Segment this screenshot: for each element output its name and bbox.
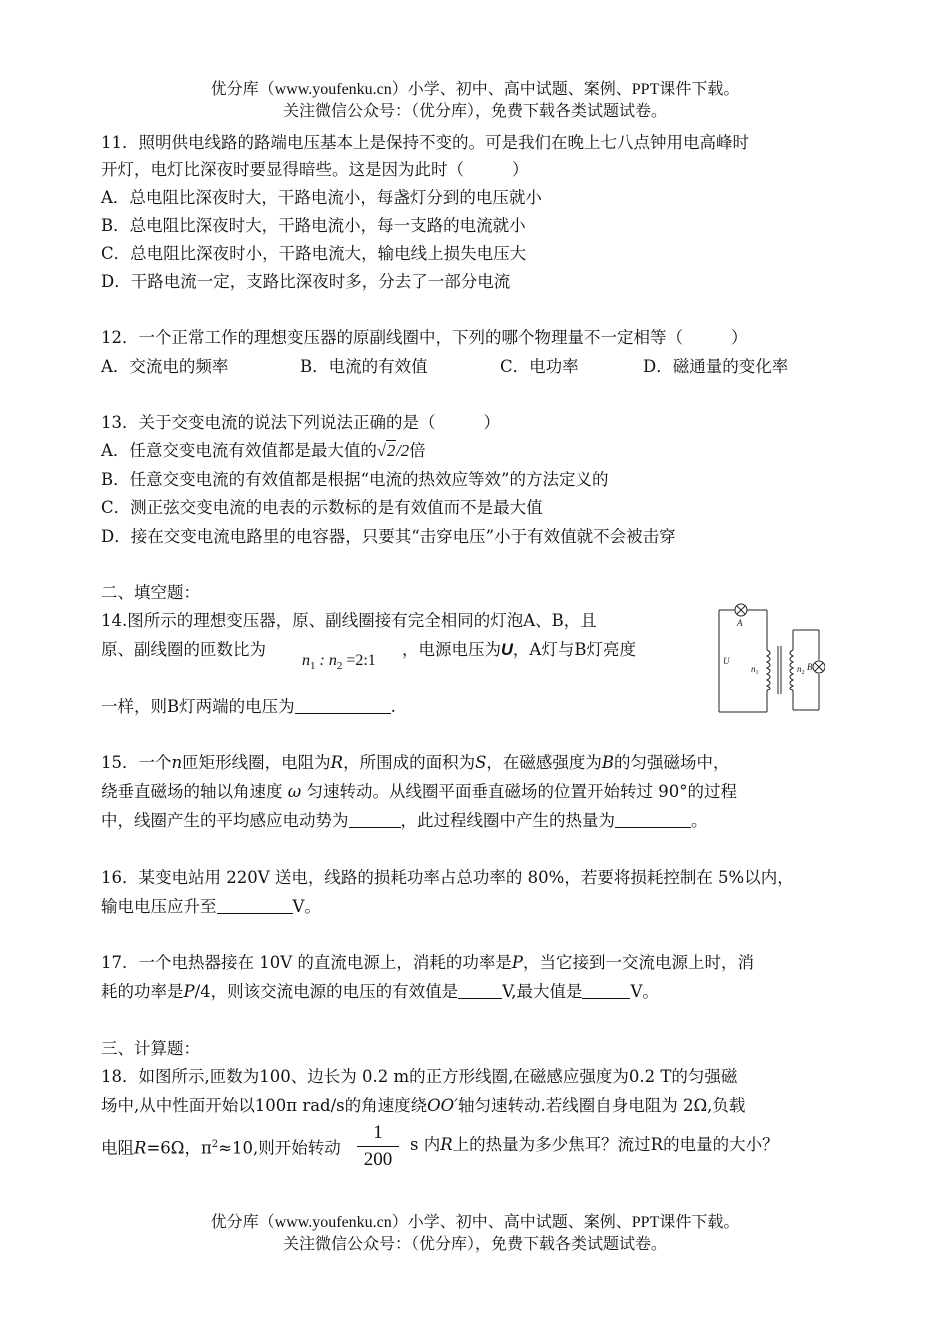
q18-stem-line-3-b: s 内R上的热量为多少焦耳？流过R的电量的大小？ bbox=[410, 1135, 779, 1154]
q18-stem-line-1: 18．如图所示,匝数为100、边长为 0.2 m的正方形线圈,在磁感应强度为0.2 T的匀强磁 bbox=[101, 1067, 738, 1086]
q13-option-c[interactable]: C．测正弦交变电流的电表的示数标的是有效值而不是最大值 bbox=[101, 498, 543, 517]
q12-option-b[interactable]: B．电流的有效值 bbox=[300, 357, 428, 376]
q16-stem-line-2: 输电电压应升至 V。 bbox=[101, 897, 321, 916]
q11-option-c[interactable]: C．总电阻比深夜时小，干路电流大，输电线上损失电压大 bbox=[101, 244, 527, 263]
q18-stem-line-3-a: 电阻R=6Ω，$\pi^2\approx 10$,则开始转动 bbox=[101, 1138, 341, 1158]
footer-line-2: 关注微信公众号：（优分库），免费下载各类试题试卷。 bbox=[282, 1236, 667, 1253]
q13-option-d[interactable]: D．接在交变电流电路里的电容器，只要其“击穿电压”小于有效值就不会被击穿 bbox=[101, 527, 676, 546]
q18-stem-line-2: 场中,从中性面开始以100π rad/s的角速度绕OO′轴匀速转动.若线圈自身电阻为 2Ω,负载 bbox=[101, 1096, 746, 1115]
turns-ratio-formula: $n_1$ : $n_2$ =2:1 bbox=[302, 652, 376, 673]
q17-peak-blank[interactable] bbox=[582, 982, 630, 999]
section-calculation-title: 三、计算题： bbox=[101, 1039, 200, 1058]
transformer-circuit-figure bbox=[705, 602, 825, 717]
q13-option-b[interactable]: B．任意交变电流的有效值都是根据“电流的热效应等效”的方法定义的 bbox=[101, 470, 609, 489]
section-fill-in-title: 二、填空题： bbox=[101, 583, 200, 602]
label-n2: $n_2$ bbox=[797, 664, 805, 676]
q11-option-d[interactable]: D．干路电流一定，支路比深夜时多，分去了一部分电流 bbox=[101, 272, 511, 291]
footer-line-1: 优分库（www.youfenku.cn）小学、初中、高中试题、案例、PPT课件下载。 bbox=[210, 1214, 740, 1231]
q14-stem-line-2-b: ，电源电压为U，A灯与B灯亮度 bbox=[402, 640, 636, 659]
label-voltage-u: U bbox=[723, 656, 730, 666]
label-lamp-b: B bbox=[807, 662, 813, 672]
q11-option-b[interactable]: B．总电阻比深夜时大，干路电流小，每一支路的电流就小 bbox=[101, 216, 526, 235]
q11-stem-line-2: 开灯，电灯比深夜时要显得暗些。这是因为此时（ ） bbox=[101, 160, 529, 179]
q14-stem-line-3: 一样，则B灯两端的电压为 . bbox=[101, 697, 396, 716]
q16-voltage-blank[interactable] bbox=[217, 897, 293, 914]
q14-stem-line-2-a: 原、副线圈的匝数比为 bbox=[101, 640, 266, 659]
label-n1: $n_1$ bbox=[751, 664, 759, 676]
q17-stem-line-1: 17．一个电热器接在 10V 的直流电源上，消耗的功率是P，当它接到一交流电源上时，消 bbox=[101, 953, 755, 972]
q17-stem-line-2: 耗的功率是P/4，则该交流电源的电压的有效值是 V,最大值是 V。 bbox=[101, 982, 659, 1001]
q12-stem: 12．一个正常工作的理想变压器的原副线圈中，下列的哪个物理量不一定相等（ ） bbox=[101, 328, 748, 347]
header-line-1: 优分库（www.youfenku.cn）小学、初中、高中试题、案例、PPT课件下载。 bbox=[210, 81, 740, 98]
fraction-one-over-200: 1 200 bbox=[357, 1122, 399, 1171]
q12-option-c[interactable]: C．电功率 bbox=[500, 357, 579, 376]
q14-answer-blank[interactable] bbox=[295, 697, 391, 714]
q15-stem-line-2: 绕垂直磁场的轴以角速度 ω 匀速转动。从线圈平面垂直磁场的位置开始转过 90°的过程 bbox=[101, 782, 737, 801]
q12-option-a[interactable]: A．交流电的频率 bbox=[101, 357, 229, 376]
q16-stem-line-1: 16．某变电站用 220V 送电，线路的损耗功率占总功率的 80%，若要将损耗控制在 5%以内， bbox=[101, 868, 794, 887]
q11-option-a[interactable]: A．总电阻比深夜时大，干路电流小，每盏灯分到的电压就小 bbox=[101, 188, 542, 207]
q14-stem-line-1: 14.图所示的理想变压器，原、副线圈接有完全相同的灯泡A、B，且 bbox=[101, 611, 597, 630]
q15-heat-blank[interactable] bbox=[615, 811, 691, 828]
q12-option-d[interactable]: D．磁通量的变化率 bbox=[643, 357, 789, 376]
header-line-2: 关注微信公众号：（优分库），免费下载各类试题试卷。 bbox=[282, 103, 667, 120]
q13-option-a[interactable]: A．任意交变电流有效值都是最大值的√2/2倍 bbox=[101, 441, 426, 460]
q15-stem-line-3: 中，线圈产生的平均感应电动势为 ，此过程线圈中产生的热量为 。 bbox=[101, 811, 708, 830]
label-lamp-a: A bbox=[737, 618, 743, 628]
sqrt-two-over-two: √2/2 bbox=[376, 441, 410, 460]
q15-stem-line-1: 15．一个n匝矩形线圈，电阻为R，所围成的面积为S，在磁感强度为B的匀强磁场中， bbox=[101, 753, 730, 772]
q17-rms-blank[interactable] bbox=[458, 982, 502, 999]
q13-stem: 13．关于交变电流的说法下列说法正确的是（ ） bbox=[101, 413, 500, 432]
q11-stem-line-1: 11．照明供电线路的路端电压基本上是保持不变的。可是我们在晚上七八点钟用电高峰时 bbox=[101, 133, 749, 152]
q15-emf-blank[interactable] bbox=[349, 811, 401, 828]
